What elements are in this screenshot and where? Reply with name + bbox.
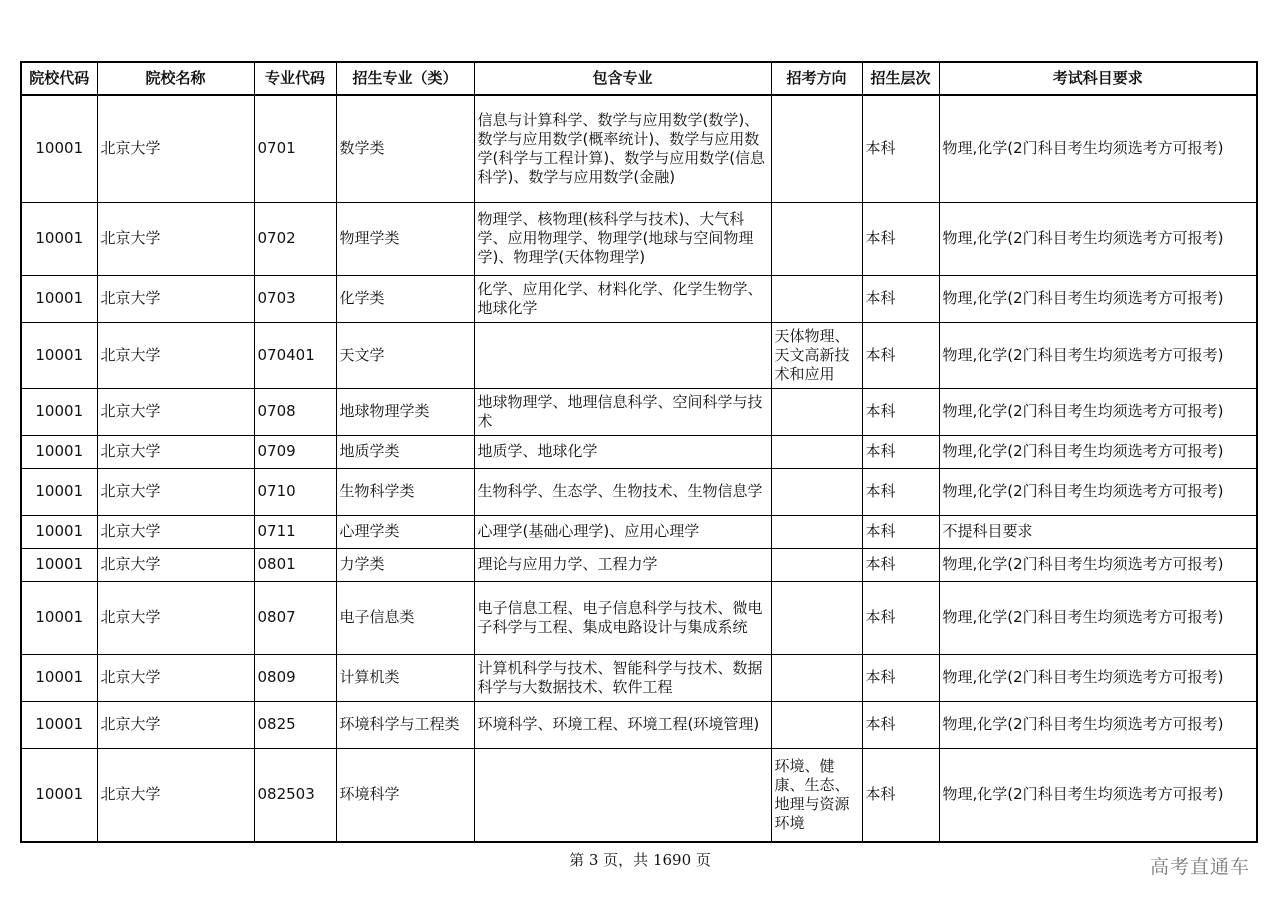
table-row: [21, 388, 1257, 435]
cell-school-code: 10001: [21, 435, 97, 468]
cell-level: 本科: [862, 748, 939, 842]
cell-school-code: 10001: [21, 275, 97, 322]
cell-major-code: 0703: [254, 275, 336, 322]
cell-exam-direction: 环境、健康、生态、地理与资源环境: [771, 748, 862, 842]
cell-subject-requirement: 物理,化学(2门科目考生均须选考方可报考): [939, 748, 1257, 842]
cell-included-majors: 计算机科学与技术、智能科学与技术、数据科学与大数据技术、软件工程: [474, 654, 771, 701]
cell-subject-requirement: 物理,化学(2门科目考生均须选考方可报考): [939, 654, 1257, 701]
cell-major-category: 化学类: [336, 275, 474, 322]
cell-major-category: 物理学类: [336, 202, 474, 275]
cell-subject-requirement: 物理,化学(2门科目考生均须选考方可报考): [939, 548, 1257, 581]
cell-exam-direction: 天体物理、天文高新技术和应用: [771, 322, 862, 388]
cell-level: 本科: [862, 388, 939, 435]
cell-exam-direction: [771, 468, 862, 515]
cell-school-name: 北京大学: [97, 654, 254, 701]
cell-included-majors: 物理学、核物理(核科学与技术)、大气科学、应用物理学、物理学(地球与空间物理学)、物理学(天体物理学): [474, 202, 771, 275]
cell-exam-direction: [771, 202, 862, 275]
table-row: [21, 435, 1257, 468]
cell-level: 本科: [862, 435, 939, 468]
header-included-majors: 包含专业: [474, 62, 771, 95]
cell-school-code: 10001: [21, 95, 97, 202]
table-row: [21, 468, 1257, 515]
cell-exam-direction: [771, 95, 862, 202]
cell-school-name: 北京大学: [97, 388, 254, 435]
cell-major-code: 070401: [254, 322, 336, 388]
table-row: [21, 95, 1257, 202]
cell-major-category: 天文学: [336, 322, 474, 388]
cell-major-category: 心理学类: [336, 515, 474, 548]
cell-major-category: 数学类: [336, 95, 474, 202]
header-level: 招生层次: [862, 62, 939, 95]
cell-school-code: 10001: [21, 654, 97, 701]
header-school-name: 院校名称: [97, 62, 254, 95]
cell-included-majors: 信息与计算科学、数学与应用数学(数学)、数学与应用数学(概率统计)、数学与应用数学(科学与工程计算)、数学与应用数学(信息科学)、数学与应用数学(金融): [474, 95, 771, 202]
header-exam-direction: 招考方向: [771, 62, 862, 95]
cell-major-category: 电子信息类: [336, 581, 474, 654]
cell-level: 本科: [862, 654, 939, 701]
header-major-code: 专业代码: [254, 62, 336, 95]
cell-included-majors: 地球物理学、地理信息科学、空间科学与技术: [474, 388, 771, 435]
cell-level: 本科: [862, 95, 939, 202]
cell-subject-requirement: 物理,化学(2门科目考生均须选考方可报考): [939, 468, 1257, 515]
cell-included-majors: [474, 322, 771, 388]
cell-school-name: 北京大学: [97, 701, 254, 748]
cell-major-category: 生物科学类: [336, 468, 474, 515]
cell-level: 本科: [862, 275, 939, 322]
cell-school-name: 北京大学: [97, 202, 254, 275]
cell-school-name: 北京大学: [97, 548, 254, 581]
cell-level: 本科: [862, 515, 939, 548]
cell-subject-requirement: 物理,化学(2门科目考生均须选考方可报考): [939, 95, 1257, 202]
table-row: [21, 515, 1257, 548]
cell-subject-requirement: 物理,化学(2门科目考生均须选考方可报考): [939, 275, 1257, 322]
cell-major-code: 0709: [254, 435, 336, 468]
cell-major-category: 力学类: [336, 548, 474, 581]
cell-level: 本科: [862, 548, 939, 581]
cell-included-majors: [474, 748, 771, 842]
cell-major-code: 0807: [254, 581, 336, 654]
cell-major-code: 0708: [254, 388, 336, 435]
cell-included-majors: 地质学、地球化学: [474, 435, 771, 468]
table-row: [21, 275, 1257, 322]
cell-included-majors: 心理学(基础心理学)、应用心理学: [474, 515, 771, 548]
table-row: [21, 701, 1257, 748]
cell-level: 本科: [862, 581, 939, 654]
cell-included-majors: 化学、应用化学、材料化学、化学生物学、地球化学: [474, 275, 771, 322]
cell-school-code: 10001: [21, 515, 97, 548]
cell-major-code: 0825: [254, 701, 336, 748]
cell-included-majors: 环境科学、环境工程、环境工程(环境管理): [474, 701, 771, 748]
cell-exam-direction: [771, 548, 862, 581]
table-row: [21, 581, 1257, 654]
cell-subject-requirement: 物理,化学(2门科目考生均须选考方可报考): [939, 322, 1257, 388]
cell-included-majors: 理论与应用力学、工程力学: [474, 548, 771, 581]
table-row: [21, 748, 1257, 842]
admission-table: [20, 61, 1258, 843]
cell-school-name: 北京大学: [97, 95, 254, 202]
cell-major-code: 082503: [254, 748, 336, 842]
cell-exam-direction: [771, 654, 862, 701]
cell-school-name: 北京大学: [97, 581, 254, 654]
table-row: [21, 654, 1257, 701]
table-row: [21, 548, 1257, 581]
cell-exam-direction: [771, 435, 862, 468]
cell-major-code: 0701: [254, 95, 336, 202]
table-row: [21, 202, 1257, 275]
cell-major-category: 地质学类: [336, 435, 474, 468]
cell-major-code: 0711: [254, 515, 336, 548]
cell-exam-direction: [771, 701, 862, 748]
cell-school-name: 北京大学: [97, 468, 254, 515]
cell-subject-requirement: 物理,化学(2门科目考生均须选考方可报考): [939, 701, 1257, 748]
header-subject-requirement: 考试科目要求: [939, 62, 1257, 95]
cell-major-category: 地球物理学类: [336, 388, 474, 435]
cell-major-code: 0801: [254, 548, 336, 581]
header-major-category: 招生专业（类）: [336, 62, 474, 95]
cell-exam-direction: [771, 388, 862, 435]
cell-school-name: 北京大学: [97, 748, 254, 842]
cell-subject-requirement: 物理,化学(2门科目考生均须选考方可报考): [939, 202, 1257, 275]
table-header-row: [21, 62, 1257, 95]
cell-major-code: 0702: [254, 202, 336, 275]
table-row: [21, 322, 1257, 388]
cell-school-name: 北京大学: [97, 435, 254, 468]
cell-major-category: 环境科学: [336, 748, 474, 842]
cell-school-code: 10001: [21, 202, 97, 275]
cell-exam-direction: [771, 581, 862, 654]
watermark-text: 高考直通车: [1149, 856, 1250, 878]
cell-school-code: 10001: [21, 581, 97, 654]
cell-subject-requirement: 不提科目要求: [939, 515, 1257, 548]
cell-exam-direction: [771, 515, 862, 548]
cell-level: 本科: [862, 701, 939, 748]
cell-school-name: 北京大学: [97, 322, 254, 388]
cell-included-majors: 生物科学、生态学、生物技术、生物信息学: [474, 468, 771, 515]
cell-school-code: 10001: [21, 748, 97, 842]
cell-major-category: 计算机类: [336, 654, 474, 701]
cell-school-code: 10001: [21, 322, 97, 388]
cell-subject-requirement: 物理,化学(2门科目考生均须选考方可报考): [939, 388, 1257, 435]
cell-level: 本科: [862, 322, 939, 388]
cell-school-name: 北京大学: [97, 515, 254, 548]
cell-subject-requirement: 物理,化学(2门科目考生均须选考方可报考): [939, 435, 1257, 468]
cell-school-code: 10001: [21, 388, 97, 435]
cell-included-majors: 电子信息工程、电子信息科学与技术、微电子科学与工程、集成电路设计与集成系统: [474, 581, 771, 654]
cell-major-category: 环境科学与工程类: [336, 701, 474, 748]
cell-level: 本科: [862, 468, 939, 515]
cell-major-code: 0710: [254, 468, 336, 515]
cell-school-code: 10001: [21, 548, 97, 581]
cell-subject-requirement: 物理,化学(2门科目考生均须选考方可报考): [939, 581, 1257, 654]
cell-school-code: 10001: [21, 468, 97, 515]
cell-school-code: 10001: [21, 701, 97, 748]
cell-exam-direction: [771, 275, 862, 322]
page-number: 第 3 页，共 1690 页: [569, 851, 711, 869]
cell-level: 本科: [862, 202, 939, 275]
cell-school-name: 北京大学: [97, 275, 254, 322]
cell-major-code: 0809: [254, 654, 336, 701]
header-school-code: 院校代码: [21, 62, 97, 95]
